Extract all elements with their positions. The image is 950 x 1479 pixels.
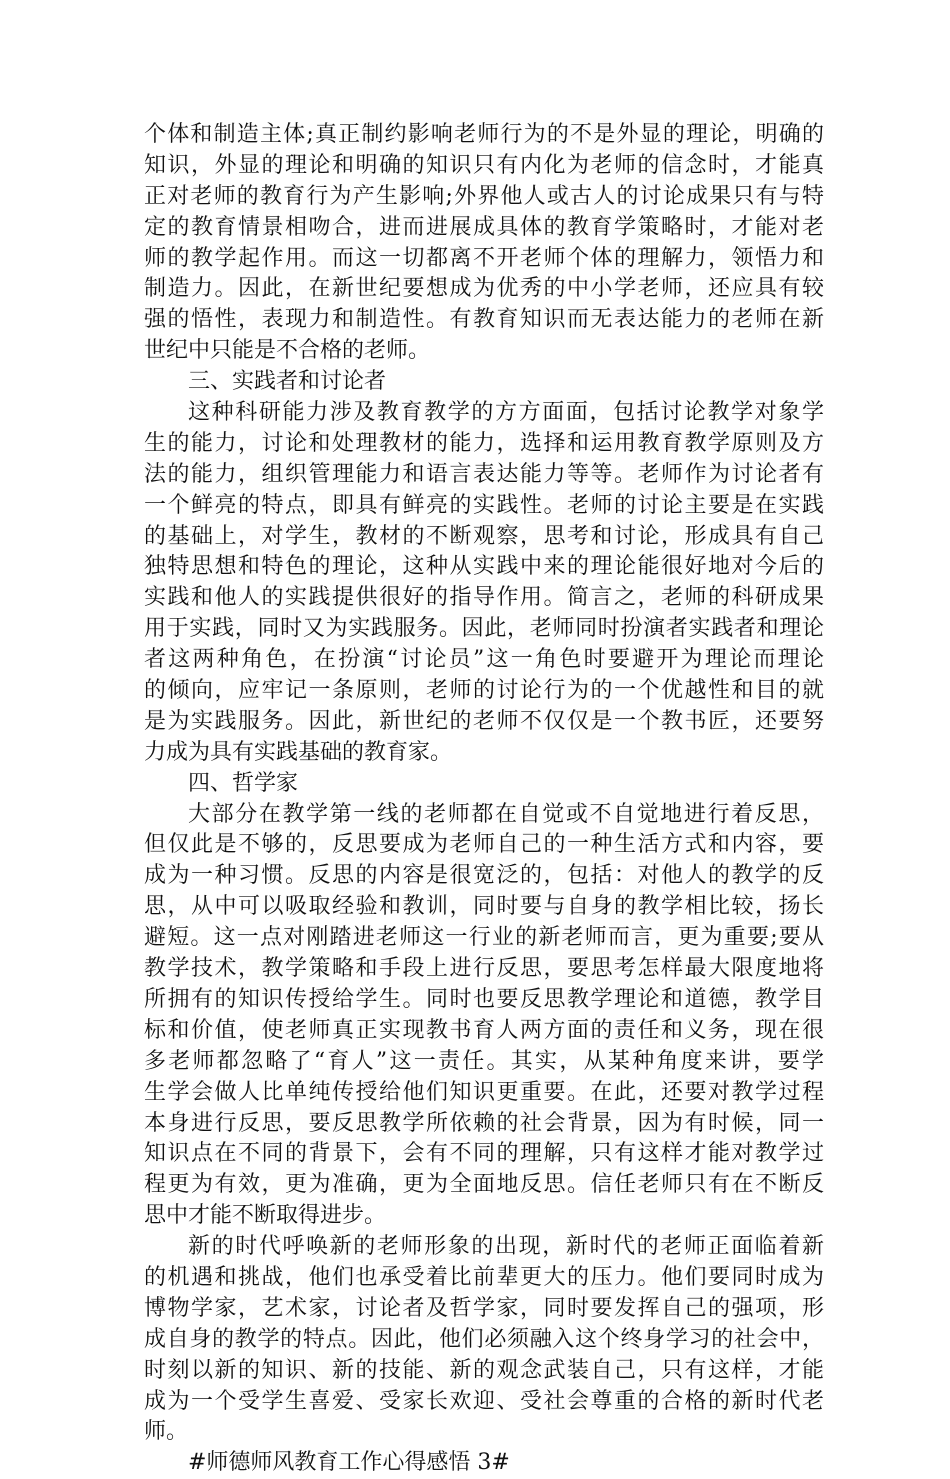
paragraph-line: 制造力。因此，在新世纪要想成为优秀的中小学老师，还应具有较: [144, 276, 824, 302]
paragraph-line: 实践和他人的实践提供很好的指导作用。简言之，老师的科研成果: [144, 585, 824, 611]
paragraph-line: 生的能力，讨论和处理教材的能力，选择和运用教育教学原则及方: [144, 430, 824, 456]
paragraph-line: 的倾向，应牢记一条原则，老师的讨论行为的一个优越性和目的就: [144, 678, 824, 704]
body-paragraph: [144, 800, 824, 1232]
body-paragraph: [144, 1232, 824, 1448]
paragraph-line: 但仅此是不够的，反思要成为老师自己的一种生活方式和内容，要: [144, 832, 824, 858]
paragraph-line: 者这两种角色，在扮演“讨论员”这一角色时要避开为理论而理论: [144, 647, 824, 673]
paragraph-line: 新的时代呼唤新的老师形象的出现，新时代的老师正面临着新: [188, 1234, 824, 1260]
section-heading: 四、哲学家: [188, 770, 299, 796]
paragraph-line: 师。: [144, 1419, 189, 1445]
document-page: [144, 120, 824, 1479]
paragraph-line: 标和价值，使老师真正实现教书育人两方面的责任和义务，现在很: [144, 1017, 824, 1043]
paragraph-line: 师的教学起作用。而这一切都离不开老师个体的理解力，领悟力和: [144, 245, 824, 271]
paragraph-line: 法的能力，组织管理能力和语言表达能力等等。老师作为讨论者有: [144, 461, 824, 487]
paragraph-line: 时刻以新的知识、新的技能、新的观念武装自己，只有这样，才能: [144, 1357, 824, 1383]
paragraph-line: 生学会做人比单纯传授给他们知识更重要。在此，还要对教学过程: [144, 1079, 824, 1105]
paragraph-line: 定的教育情景相吻合，进而进展成具体的教育学策略时，才能对老: [144, 214, 824, 240]
paragraph-line: 个体和制造主体;真正制约影响老师行为的不是外显的理论，明确的: [144, 122, 824, 147]
paragraph-line: 力成为具有实践基础的教育家。: [144, 739, 453, 765]
paragraph-line: 多老师都忽略了“育人”这一责任。其实，从某种角度来讲，要学: [144, 1048, 824, 1074]
paragraph-line: 成为一个受学生喜爱、受家长欢迎、受社会尊重的合格的新时代老: [144, 1388, 824, 1414]
paragraph-line: 用于实践，同时又为实践服务。因此，老师同时扮演者实践者和理论: [144, 616, 824, 642]
paragraph-line: 这种科研能力涉及教育教学的方方面面，包括讨论教学对象学: [188, 400, 824, 426]
paragraph-line: 知识点在不同的背景下，会有不同的理解，只有这样才能对教学过: [144, 1141, 824, 1167]
paragraph-line: 所拥有的知识传授给学生。同时也要反思教学理论和道德，教学目: [144, 986, 824, 1012]
paragraph-line: 程更为有效，更为准确，更为全面地反思。信任老师只有在不断反: [144, 1172, 824, 1198]
paragraph-line: 是为实践服务。因此，新世纪的老师不仅仅是一个教书匠，还要努: [144, 708, 824, 734]
paragraph-line: 大部分在教学第一线的老师都在自觉或不自觉地进行着反思，: [188, 801, 824, 827]
section-heading: 三、实践者和讨论者: [188, 369, 387, 395]
paragraph-line: 教学技术，教学策略和手段上进行反思，要思考怎样最大限度地将: [144, 956, 824, 982]
paragraph-line: 世纪中只能是不合格的老师。: [144, 338, 431, 364]
paragraph-line: 正对老师的教育行为产生影响;外界他人或古人的讨论成果只有与特: [144, 183, 824, 209]
body-paragraph: [144, 120, 824, 367]
paragraph-line: 强的悟性，表现力和制造性。有教育知识而无表达能力的老师在新: [144, 307, 824, 333]
paragraph-line: 的基础上，对学生，教材的不断观察，思考和讨论，形成具有自己: [144, 523, 824, 549]
section-heading: #师德师风教育工作心得感悟 3#: [188, 1450, 510, 1476]
body-paragraph: [144, 398, 824, 769]
paragraph-line: 成为一种习惯。反思的内容是很宽泛的，包括：对他人的教学的反: [144, 863, 824, 889]
paragraph-line: 思，从中可以吸取经验和教训，同时要与自身的教学相比较，扬长: [144, 894, 824, 920]
paragraph-line: 本身进行反思，要反思教学所依赖的社会背景，因为有时候，同一: [144, 1110, 824, 1136]
paragraph-line: 知识，外显的理论和明确的知识只有内化为老师的信念时，才能真: [144, 152, 824, 178]
paragraph-line: 思中才能不断取得进步。: [144, 1203, 387, 1229]
paragraph-line: 独特思想和特色的理论，这种从实践中来的理论能很好地对今后的: [144, 554, 824, 580]
paragraph-line: 成自身的教学的特点。因此，他们必须融入这个终身学习的社会中，: [144, 1326, 824, 1352]
paragraph-line: 一个鲜亮的特点，即具有鲜亮的实践性。老师的讨论主要是在实践: [144, 492, 824, 518]
paragraph-line: 避短。这一点对刚踏进老师这一行业的新老师而言，更为重要;要从: [144, 925, 824, 951]
paragraph-line: 博物学家，艺术家，讨论者及哲学家，同时要发挥自己的强项，形: [144, 1295, 824, 1321]
paragraph-line: 的机遇和挑战，他们也承受着比前辈更大的压力。他们要同时成为: [144, 1264, 824, 1290]
